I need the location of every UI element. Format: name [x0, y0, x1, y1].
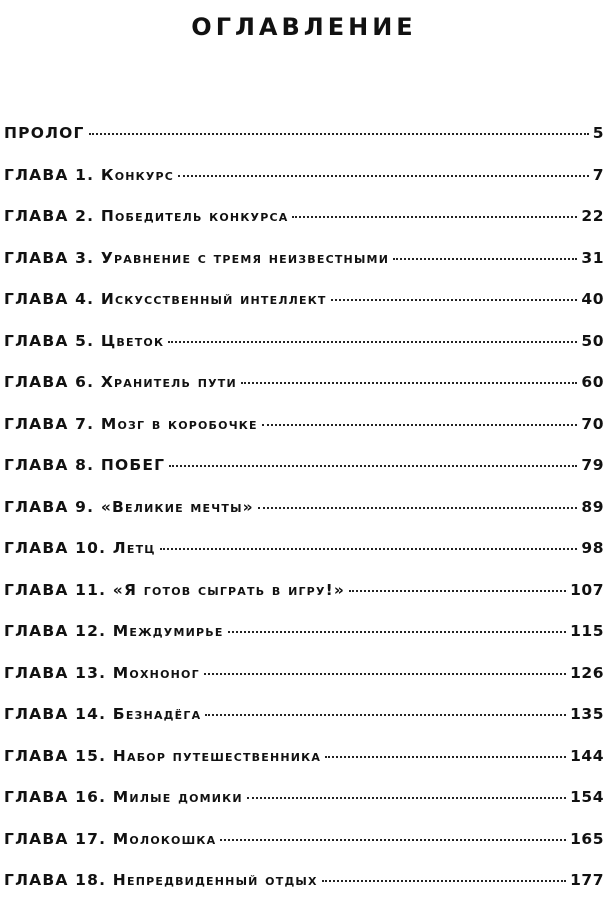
- toc-entry-label: ГЛАВА 4. Искусственный интеллект: [4, 290, 327, 308]
- dot-leader: [168, 341, 577, 343]
- toc-entry: [4, 705, 604, 747]
- toc-entry-label: ГЛАВА 13. Мохноног: [4, 663, 200, 682]
- toc-entry-label: ГЛАВА 3. Уравнение с тремя неизвестными: [4, 248, 390, 267]
- toc-entry: [4, 622, 604, 664]
- dot-leader: [349, 590, 566, 592]
- toc-entry-page-number: 60: [581, 373, 604, 391]
- toc-entry: [4, 332, 604, 374]
- toc-entry: [4, 747, 604, 789]
- dot-leader: [205, 714, 566, 716]
- toc-entry-label: ГЛАВА 2. Победитель конкурса: [4, 207, 289, 225]
- dot-leader: [247, 797, 566, 799]
- toc-entry-page-number: 126: [570, 663, 604, 682]
- toc-entry-label: ГЛАВА 12. Междумирье: [4, 622, 224, 640]
- dot-leader: [178, 175, 589, 177]
- toc-entry: [4, 166, 604, 208]
- toc-entry: [4, 124, 604, 166]
- toc-entry-label: ГЛАВА 8. ПОБЕГ: [4, 456, 166, 474]
- dot-leader: [169, 465, 577, 467]
- toc-entry-page-number: 165: [570, 829, 604, 848]
- toc-entry-page-number: 50: [581, 331, 604, 350]
- toc-entry-page-number: 79: [581, 456, 604, 474]
- toc-entry: [4, 290, 604, 332]
- toc-entry-page-number: 40: [581, 290, 604, 308]
- toc-entry-page-number: 5: [592, 124, 604, 142]
- dot-leader: [262, 424, 578, 426]
- toc-entry-label: ПРОЛОГ: [4, 124, 85, 142]
- toc-entry-label: ГЛАВА 18. Непредвиденный отдых: [4, 871, 318, 889]
- toc-entry: [4, 456, 604, 498]
- dot-leader: [325, 756, 566, 758]
- toc-entry-page-number: 98: [581, 539, 604, 557]
- toc-entry-page-number: 115: [570, 622, 604, 640]
- dot-leader: [220, 839, 566, 841]
- toc-entry-page-number: 70: [581, 414, 604, 433]
- toc-entry: [4, 207, 604, 249]
- toc-entry-page-number: 31: [581, 248, 604, 267]
- dot-leader: [228, 631, 567, 633]
- toc-entry: [4, 830, 604, 872]
- toc-entry-page-number: 7: [592, 165, 604, 184]
- dot-leader: [204, 673, 566, 675]
- table-of-contents: [4, 124, 604, 913]
- toc-entry: [4, 664, 604, 706]
- toc-entry-label: ГЛАВА 6. Хранитель пути: [4, 373, 237, 391]
- dot-leader: [160, 548, 578, 550]
- toc-entry-page-number: 22: [581, 207, 604, 225]
- toc-entry: [4, 498, 604, 540]
- toc-entry-page-number: 177: [570, 871, 604, 889]
- toc-entry-label: ГЛАВА 10. Летц: [4, 539, 156, 557]
- page-title: оглавление: [191, 4, 417, 44]
- toc-entry-page-number: 144: [570, 746, 604, 765]
- dot-leader: [89, 133, 589, 135]
- dot-leader: [292, 216, 577, 218]
- toc-entry: [4, 871, 604, 913]
- toc-entry: [4, 373, 604, 415]
- toc-entry: [4, 249, 604, 291]
- toc-entry-label: ГЛАВА 9. «Великие мечты»: [4, 497, 254, 516]
- toc-entry-label: ГЛАВА 15. Набор путешественника: [4, 746, 322, 765]
- dot-leader: [241, 382, 578, 384]
- toc-entry-label: ГЛАВА 16. Милые домики: [4, 788, 243, 806]
- toc-entry: [4, 415, 604, 457]
- dot-leader: [258, 507, 578, 509]
- toc-entry-page-number: 135: [570, 705, 604, 723]
- toc-entry-label: ГЛАВА 11. «Я готов сыграть в игру!»: [4, 580, 346, 599]
- toc-entry-label: ГЛАВА 7. Мозг в коробочке: [4, 414, 258, 433]
- toc-entry-page-number: 107: [570, 580, 604, 599]
- toc-entry: [4, 581, 604, 623]
- toc-entry-label: ГЛАВА 5. Цветок: [4, 331, 165, 350]
- toc-entry-page-number: 89: [581, 497, 604, 516]
- toc-entry-label: ГЛАВА 17. Молокошка: [4, 829, 217, 848]
- toc-entry-label: ГЛАВА 1. Конкурс: [4, 165, 175, 184]
- toc-entry: [4, 539, 604, 581]
- dot-leader: [322, 880, 566, 882]
- dot-leader: [393, 258, 577, 260]
- toc-entry-label: ГЛАВА 14. Безнадёга: [4, 705, 202, 723]
- toc-entry-page-number: 154: [570, 788, 604, 806]
- toc-entry: [4, 788, 604, 830]
- dot-leader: [331, 299, 578, 301]
